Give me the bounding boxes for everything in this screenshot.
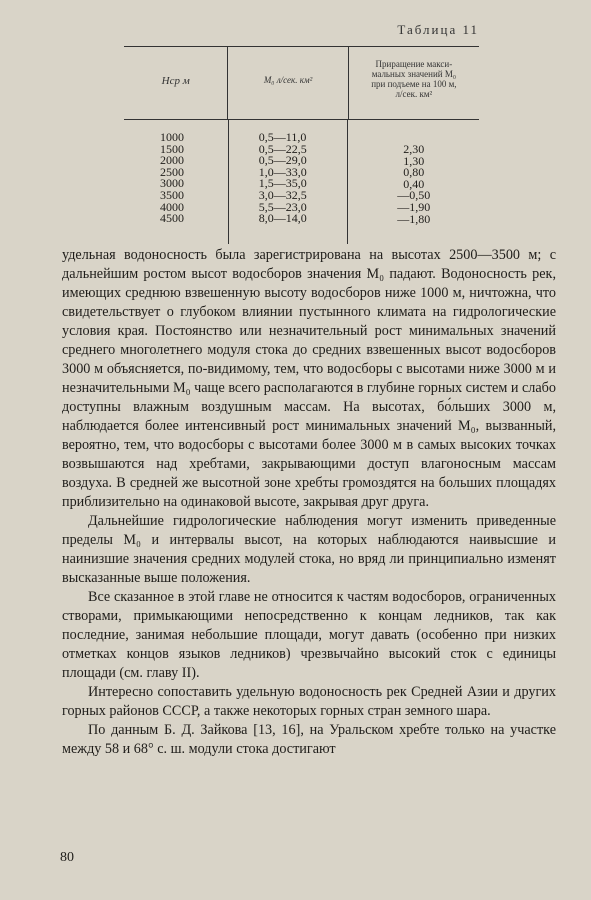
height-cell: 2500: [160, 164, 184, 179]
header-increment-line: Приращение макси-: [375, 59, 453, 69]
paragraph: По данным Б. Д. Зайкова [13, 16], на Уральском хребте только на участке между 58 и 68° с. ш. модули стока достигают: [62, 722, 556, 757]
height-cell: 3000: [160, 176, 184, 191]
increment-cell: —1,80: [397, 211, 431, 226]
increment-cell: 1,30: [403, 153, 425, 168]
increment-cell: 2,30: [403, 142, 425, 156]
m0-cell: 0,5—11,0: [258, 130, 307, 144]
paragraph: удельная водоносность была зарегистрирована на высотах 2500—3500 м; с дальнейшим ростом высот водосборов значения M₀ падают. Водоносность рек, имеющих среднюю взвешенную высоту водосборов ниже 1000 м, ничтожна, что свидетельствует о глубоком влиянии пустынного климата на гидрологические условия края. Постоянство или незначительный рост минимальных значений среднего многолетнего модуля стока до средних взвешенных высот водосборов 3000 м объясняется, по-видимому, тем, что водосборы с высотами ниже 3000 м и незначительными M₀ чаще всего располагаются в глубине горных систем и слабо доступны влажным воздушным массам. На высотах, бо́льших 3000 м, наблюдается более интенсивный рост минимальных значений M₀, вызванный, вероятно, тем, что водосборы с высотами более 3000 м в самых высоких точках возвышаются над хребтами, закрывающими доступ влагоносным массам воздуха. В средней же высотной зоне хребты громоздятся на больших площадях приблизительно на одинаковой высоте, закрывая друг друга.: [62, 247, 556, 510]
height-cell: 3500: [160, 187, 184, 202]
increment-column: [347, 120, 479, 244]
height-cell: 2000: [160, 153, 184, 168]
m0-cell: 1,0—33,0: [258, 164, 307, 179]
table-header-row: [124, 47, 479, 120]
height-cell: 1000: [160, 130, 184, 144]
table-body: [124, 120, 479, 244]
paragraph: Интересно сопоставить удельную водоносность рек Средней Азии и других горных районов СССР, а также некоторых горных стран земного шара.: [62, 684, 556, 719]
increment-cell: —1,90: [397, 199, 431, 214]
data-table: [124, 46, 479, 244]
increment-cell: —0,50: [397, 188, 431, 203]
m0-cell: 5,5—23,0: [258, 199, 307, 214]
header-increment-line: мальных значений M₀: [371, 69, 457, 79]
paragraph: Все сказанное в этой главе не относится к частям водосборов, ограниченных створами, примыкающими непосредственно к концам ледников, так как последние, занимая небольшие площади, могут давать (особенно при низких отметках концов языков ледников) чрезвычайно высокий сток с единицы площади (см. главу II).: [62, 589, 556, 681]
header-height: Нср м: [161, 75, 190, 87]
header-increment-line: при подъеме на 100 м,: [371, 79, 457, 89]
m0-cell: 8,0—14,0: [258, 211, 307, 226]
height-cell: 4500: [160, 211, 184, 226]
m0-cell: 1,5—35,0: [258, 176, 307, 191]
page-number: 80: [60, 850, 74, 865]
height-cell: 4000: [160, 199, 184, 214]
header-increment-line: л/сек. км²: [395, 89, 433, 99]
m0-column: [228, 120, 348, 244]
height-column: [124, 120, 228, 244]
m0-cell: 0,5—29,0: [258, 153, 307, 168]
header-increment: [348, 47, 479, 119]
height-cell: 1500: [160, 141, 184, 156]
m0-cell: 0,5—22,5: [258, 141, 307, 156]
paragraph: Дальнейшие гидрологические наблюдения могут изменить приведенные пределы M₀ и интервалы высот, на которых наблюдаются наивысшие и наинизшие значения средних модулей стока, но вряд ли принципиально изменят высказанные выше положения.: [62, 513, 556, 586]
body-text: [62, 246, 556, 759]
header-m0: M₀ л/сек. км²: [227, 47, 347, 119]
table-caption: Таблица 11: [397, 22, 479, 37]
increment-cell: 0,40: [403, 176, 425, 191]
m0-cell: 3,0—32,5: [258, 187, 307, 202]
increment-cell: 0,80: [403, 165, 425, 180]
